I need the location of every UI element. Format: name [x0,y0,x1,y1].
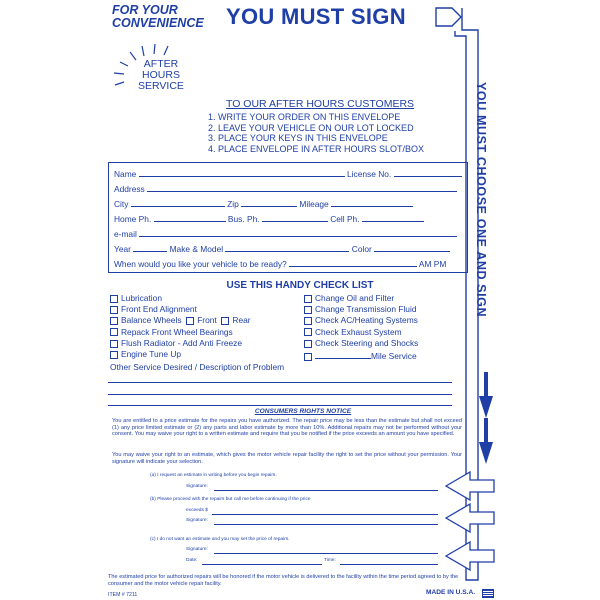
check-item-label: Check Exhaust System [315,326,402,337]
make-model-field[interactable] [225,242,349,252]
description-line[interactable] [108,382,452,383]
badge-line1: AFTER [143,58,179,70]
time-line[interactable] [340,564,438,565]
option-c-signature-line[interactable] [214,553,438,554]
option-a-signature-label: Signature: [186,484,208,489]
made-in-label: MADE IN U.S.A. [426,589,476,596]
address-field[interactable] [147,182,457,192]
check-item-label: Flush Radiator - Add Anti Freeze [121,337,243,348]
instructions-title: TO OUR AFTER HOURS CUSTOMERS [226,98,415,110]
color-field[interactable] [374,242,450,252]
checkbox[interactable] [304,317,312,325]
instruction-step: 3. PLACE YOUR KEYS IN THIS ENVELOPE [208,133,388,144]
zip-field[interactable] [241,197,297,207]
down-arrow-icon [479,396,493,418]
check-item-label: Repack Front Wheel Bearings [121,326,233,337]
ready-question: When would you like your vehicle to be ready? [114,259,287,269]
description-line[interactable] [108,405,452,406]
left-arrow-icon-c [446,542,494,570]
mile-service-field[interactable] [315,349,371,359]
left-arrow-icon-b [446,504,494,532]
check-item[interactable] [304,315,418,326]
check-item-label: Check AC/Heating Systems [315,315,418,326]
check-item-label: Front [197,315,217,326]
check-item[interactable] [304,327,418,338]
checkbox-front[interactable] [186,317,194,325]
usa-flag-icon [482,589,494,598]
checkbox[interactable] [304,306,312,314]
check-item[interactable] [110,315,251,326]
after-hours-badge [128,59,194,92]
city-label: City [114,199,129,209]
business-phone-label: Bus. Ph. [227,214,260,224]
description-line[interactable] [108,394,452,395]
check-item-label: Check Steering and Shocks [315,337,419,348]
badge-line3: SERVICE [138,80,184,92]
city-row [114,197,413,209]
email-row [114,227,457,239]
phone-row [114,212,424,224]
other-service-label: Other Service Desired / Description of Problem [110,362,285,372]
ready-time-field[interactable] [289,257,417,267]
left-arrow-icon-a [446,472,494,500]
check-item-label: Engine Tune Up [121,349,182,360]
check-item[interactable] [304,349,418,362]
vertical-instruction [472,82,494,352]
customer-info-form [108,162,468,273]
date-label: Date: [186,558,198,563]
checkbox[interactable] [110,340,118,348]
city-field[interactable] [131,197,225,207]
license-field[interactable] [394,167,462,177]
check-item[interactable] [304,304,418,315]
check-item[interactable] [110,349,251,360]
convenience-line1: FOR YOUR [112,3,178,17]
option-a-signature-line[interactable] [214,490,438,491]
title-arrow-icon [436,8,461,26]
option-b-signature-line[interactable] [214,524,438,525]
check-item-label: Front End Alignment [121,304,197,315]
checklist-title: USE THIS HANDY CHECK LIST [226,280,374,291]
option-b-text: (b) Please proceed with the repairs but call me before continuing if the price [150,497,311,502]
am-pm-label[interactable]: AM PM [418,259,447,269]
checkbox-rear[interactable] [221,317,229,325]
name-field[interactable] [139,167,345,177]
checkbox[interactable] [110,317,118,325]
check-item[interactable] [110,304,251,315]
option-c-text: (c) I do not want an estimate and you may set the price of repairs. [150,537,290,542]
item-number: ITEM # 7211 [108,592,138,598]
check-item-label: Change Oil and Filter [315,293,395,303]
option-b-signature-label: Signature: [186,518,208,523]
consumer-rights-title: CONSUMERS RIGHTS NOTICE [254,408,352,415]
exceeds-label: exceeds $ [186,508,208,513]
convenience-line2: CONVENIENCE [112,16,204,30]
email-field[interactable] [139,227,457,237]
checklist-left [110,293,251,360]
home-phone-label: Home Ph. [114,214,152,224]
email-label: e-mail [114,229,137,239]
checkbox[interactable] [110,328,118,336]
option-a-text: (a) I request an estimate in writing before you begin repairs. [150,473,277,478]
check-item-label: Mile Service [371,351,417,362]
name-row [114,167,462,179]
consumer-rights-paragraph-2: You may waive your right to an estimate, which gives the motor vehicle repair facility the right to set the price without your permission. Your signature will indicate your selection. [112,452,462,465]
date-line[interactable] [202,564,322,565]
checkbox[interactable] [110,295,118,303]
instruction-step: 1. WRITE YOUR ORDER ON THIS ENVELOPE [208,112,401,122]
home-phone-field[interactable] [154,212,226,222]
check-item-label: Change Transmission Fluid [315,304,417,315]
address-row [114,182,457,194]
check-item[interactable] [110,293,251,304]
ready-row [114,257,446,269]
instructions-list [208,112,424,154]
name-label: Name [114,169,137,179]
license-label: License No. [347,169,392,179]
business-phone-field[interactable] [262,212,328,222]
color-label: Color [351,244,372,254]
checkbox[interactable] [110,306,118,314]
mileage-label: Mileage [299,199,329,209]
instruction-step: 2. LEAVE YOUR VEHICLE ON OUR LOT LOCKED [208,122,414,133]
vehicle-row [114,242,450,254]
checkbox[interactable] [304,295,312,303]
zip-label: Zip [227,199,239,209]
option-c-signature-label: Signature: [186,547,208,552]
check-item-label: Balance Wheels [121,315,182,326]
page-title: YOU MUST SIGN [226,4,406,29]
cell-phone-field[interactable] [362,212,424,222]
check-item[interactable] [110,338,251,349]
checkbox[interactable] [304,340,312,348]
mileage-field[interactable] [331,197,413,207]
make-model-label: Make & Model [169,244,224,254]
checkbox[interactable] [304,353,312,361]
exceeds-amount-line[interactable] [212,514,438,515]
badge-line2: HOURS [142,69,180,81]
year-field[interactable] [133,242,167,252]
consumer-rights-paragraph-1: You are entitled to a price estimate for the repairs you have authorized. The repair price may be less than the estimate but shall not exceed (1) any price limited estimate or (2) any parts and labor estimate by more than 10%. Additional repairs may not be performed without your consent. You may waive your right to a written estimate and require that you be notified if the price exceeds an amount you have specified. [112,418,462,437]
vertical-instruction-text: YOU MUST CHOOSE ONE AND SIGN [474,82,488,318]
address-label: Address [114,184,145,194]
time-label: Time: [324,558,336,563]
checklist-right [304,293,418,362]
check-item[interactable] [304,293,418,304]
check-item-label: Lubrication [121,293,162,303]
checkbox[interactable] [110,351,118,359]
instruction-step: 4. PLACE ENVELOPE IN AFTER HOURS SLOT/BOX [208,143,425,154]
footer-disclaimer: The estimated price for authorized repairs will be honored if the motor vehicle is delivered to the facility within the time period agreed to by the consumer and the motor vehicle repair facility. [108,574,459,587]
down-arrow-icon [479,442,493,464]
check-item-label: Rear [232,315,251,326]
cell-phone-label: Cell Ph. [330,214,360,224]
checkbox[interactable] [304,328,312,336]
check-item[interactable] [110,327,251,338]
year-label: Year [114,244,131,254]
check-item[interactable] [304,338,418,349]
